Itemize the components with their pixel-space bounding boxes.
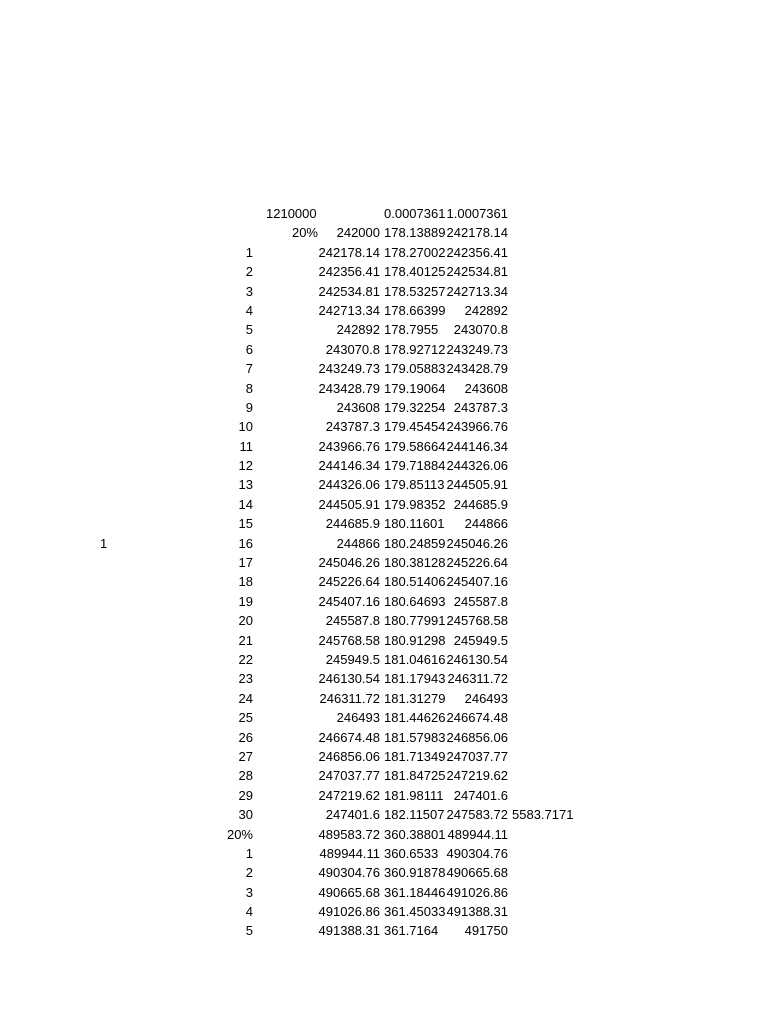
period-number-cell[interactable]: 28 — [238, 768, 253, 784]
closing-balance-cell[interactable]: 244505.91 — [446, 477, 508, 493]
period-number-cell[interactable]: 4 — [245, 302, 253, 318]
opening-balance-cell[interactable]: 243070.8 — [325, 341, 380, 357]
interest-cell[interactable]: 181.44626 — [384, 710, 446, 726]
interest-cell[interactable]: 360.6533 — [384, 845, 439, 861]
rate-row — [0, 223, 768, 242]
period-number-cell[interactable]: 21 — [238, 632, 253, 648]
opening-balance-cell[interactable]: 244685.9 — [325, 516, 380, 532]
base-amount-cell[interactable]: 242000 — [336, 225, 380, 241]
table-row — [0, 902, 768, 921]
period-number-cell[interactable]: 14 — [238, 496, 253, 512]
period-number-cell[interactable]: 2 — [245, 865, 253, 881]
table-row — [0, 921, 768, 940]
interest-cell[interactable]: 178.40125 — [384, 264, 446, 280]
interest-cell[interactable]: 178.27002 — [384, 244, 446, 260]
table-row — [0, 728, 768, 747]
table-row — [0, 883, 768, 902]
opening-balance-cell[interactable]: 243249.73 — [318, 361, 380, 377]
balance-cell[interactable]: 242178.14 — [446, 225, 508, 241]
period-number-cell[interactable]: 27 — [238, 748, 253, 764]
closing-balance-cell[interactable]: 242713.34 — [446, 283, 508, 299]
table-row — [0, 650, 768, 669]
closing-balance-cell[interactable]: 245768.58 — [446, 613, 508, 629]
period-number-cell[interactable]: 16 — [238, 535, 253, 551]
balance-cell[interactable]: 489944.11 — [447, 826, 508, 842]
period-number-cell[interactable]: 7 — [245, 361, 253, 377]
rate-row-2 — [0, 825, 768, 844]
closing-balance-cell[interactable]: 247401.6 — [453, 787, 508, 803]
interest-cell[interactable]: 181.84725 — [384, 768, 446, 784]
closing-balance-cell[interactable]: 244326.06 — [446, 458, 508, 474]
closing-balance-cell[interactable]: 245949.5 — [453, 632, 508, 648]
period-number-cell[interactable]: 29 — [238, 787, 253, 803]
closing-balance-cell[interactable]: 245046.26 — [446, 535, 508, 551]
interest-cell[interactable]: 179.98352 — [384, 496, 446, 512]
period-number-cell[interactable]: 5 — [245, 923, 253, 939]
interest-cell[interactable]: 180.64693 — [384, 593, 446, 609]
opening-balance-cell[interactable]: 242713.34 — [318, 302, 380, 318]
opening-balance-cell[interactable]: 243428.79 — [318, 380, 380, 396]
interest-cell[interactable]: 179.19064 — [384, 380, 446, 396]
interest-cell[interactable]: 179.85113 — [384, 477, 445, 493]
total-interest-cell[interactable]: 5583.7171 — [512, 807, 574, 823]
table-row — [0, 766, 768, 785]
period-number-cell[interactable]: 18 — [238, 574, 253, 590]
closing-balance-cell[interactable]: 245587.8 — [453, 593, 508, 609]
closing-balance-cell[interactable]: 243966.76 — [446, 419, 508, 435]
opening-balance-cell[interactable]: 244326.06 — [318, 477, 380, 493]
table-row — [0, 708, 768, 727]
period-number-cell[interactable]: 12 — [238, 458, 253, 474]
opening-balance-cell[interactable]: 489944.11 — [319, 845, 380, 861]
table-row — [0, 340, 768, 359]
closing-balance-cell[interactable]: 244685.9 — [453, 496, 508, 512]
interest-cell[interactable]: 361.18446 — [384, 884, 446, 900]
closing-balance-cell[interactable]: 246493 — [464, 690, 508, 706]
closing-balance-cell[interactable]: 491388.31 — [446, 904, 508, 920]
table-row — [0, 301, 768, 320]
period-number-cell[interactable]: 1 — [245, 244, 253, 260]
opening-balance-cell[interactable]: 243608 — [336, 399, 380, 415]
closing-balance-cell[interactable]: 490665.68 — [446, 865, 508, 881]
closing-balance-cell[interactable]: 242892 — [464, 302, 508, 318]
table-row — [0, 398, 768, 417]
side-label-cell[interactable]: 1 — [100, 535, 108, 551]
period-number-cell[interactable]: 20 — [238, 613, 253, 629]
opening-balance-cell[interactable]: 245046.26 — [318, 555, 380, 571]
interest-cell[interactable]: 180.11601 — [384, 516, 445, 532]
principal-cell[interactable]: 1210000 — [266, 206, 317, 221]
opening-balance-cell[interactable]: 246311.72 — [319, 690, 380, 706]
opening-balance-cell[interactable]: 246674.48 — [318, 729, 380, 745]
interest-cell[interactable]: 181.71349 — [384, 748, 446, 764]
table-row — [0, 359, 768, 378]
opening-balance-cell[interactable]: 245407.16 — [318, 593, 380, 609]
period-number-cell[interactable]: 25 — [238, 710, 253, 726]
table-row — [0, 495, 768, 514]
table-row — [0, 437, 768, 456]
opening-balance-cell[interactable]: 247037.77 — [318, 768, 380, 784]
period-number-cell[interactable]: 9 — [245, 399, 253, 415]
table-row — [0, 379, 768, 398]
period-number-cell[interactable]: 19 — [238, 593, 253, 609]
table-row — [0, 863, 768, 882]
closing-balance-cell[interactable]: 243428.79 — [446, 361, 508, 377]
closing-balance-cell[interactable]: 246674.48 — [446, 710, 508, 726]
period-number-cell[interactable]: 23 — [238, 671, 253, 687]
opening-balance-cell[interactable]: 246856.06 — [318, 748, 380, 764]
interest-cell[interactable]: 179.32254 — [384, 399, 446, 415]
table-row — [0, 553, 768, 572]
period-number-cell[interactable]: 8 — [245, 380, 253, 396]
opening-balance-cell[interactable]: 491388.31 — [318, 923, 380, 939]
table-row — [0, 282, 768, 301]
interest-cell[interactable]: 181.04616 — [384, 651, 446, 667]
period-number-cell[interactable]: 1 — [245, 845, 253, 861]
table-row — [0, 689, 768, 708]
opening-balance-cell[interactable]: 245587.8 — [325, 613, 380, 629]
opening-balance-cell[interactable]: 490304.76 — [318, 865, 380, 881]
interest-cell[interactable]: 180.51406 — [384, 574, 446, 590]
closing-balance-cell[interactable]: 245226.64 — [446, 555, 508, 571]
opening-balance-cell[interactable]: 491026.86 — [318, 904, 380, 920]
opening-balance-cell[interactable]: 242892 — [336, 322, 380, 338]
period-number-cell[interactable]: 24 — [238, 690, 253, 706]
opening-balance-cell[interactable]: 245226.64 — [318, 574, 380, 590]
closing-balance-cell[interactable]: 244866 — [464, 516, 508, 532]
rate-percent-cell[interactable]: 20% — [291, 225, 318, 241]
base-amount-cell[interactable]: 489583.72 — [318, 826, 380, 842]
table-row — [0, 534, 768, 553]
interest-cell[interactable]: 179.58664 — [384, 438, 446, 454]
closing-balance-cell[interactable]: 242356.41 — [446, 244, 508, 260]
table-row — [0, 262, 768, 281]
table-row — [0, 592, 768, 611]
opening-balance-cell[interactable]: 245768.58 — [318, 632, 380, 648]
period-number-cell[interactable]: 2 — [245, 264, 253, 280]
closing-balance-cell[interactable]: 491026.86 — [446, 884, 508, 900]
period-number-cell[interactable]: 22 — [238, 651, 253, 667]
table-row — [0, 456, 768, 475]
interest-cell[interactable]: 181.17943 — [384, 671, 446, 687]
closing-balance-cell[interactable]: 243249.73 — [446, 341, 508, 357]
closing-balance-cell[interactable]: 247583.72 — [446, 807, 508, 823]
opening-balance-cell[interactable]: 490665.68 — [318, 884, 380, 900]
table-row — [0, 844, 768, 863]
table-row — [0, 243, 768, 262]
table-row — [0, 320, 768, 339]
opening-balance-cell[interactable]: 244866 — [336, 535, 380, 551]
opening-balance-cell[interactable]: 246493 — [336, 710, 380, 726]
opening-balance-cell[interactable]: 244146.34 — [318, 458, 380, 474]
period-number-cell[interactable]: 11 — [239, 438, 253, 454]
period-number-cell[interactable]: 6 — [245, 341, 253, 357]
period-number-cell[interactable]: 30 — [238, 807, 253, 823]
interest-cell[interactable]: 178.92712 — [384, 341, 446, 357]
opening-balance-cell[interactable]: 242178.14 — [318, 244, 380, 260]
opening-balance-cell[interactable]: 246130.54 — [318, 671, 380, 687]
table-row — [0, 514, 768, 533]
closing-balance-cell[interactable]: 490304.76 — [446, 845, 508, 861]
period-number-cell[interactable]: 10 — [238, 419, 253, 435]
interest-cell[interactable]: 181.57983 — [384, 729, 446, 745]
opening-balance-cell[interactable]: 243966.76 — [318, 438, 380, 454]
period-block-1 — [0, 243, 768, 825]
interest-cell[interactable]: 360.91878 — [384, 865, 446, 881]
period-block-2 — [0, 844, 768, 941]
period-number-cell[interactable]: 3 — [245, 884, 253, 900]
table-row — [0, 611, 768, 630]
opening-balance-cell[interactable]: 242534.81 — [318, 283, 380, 299]
table-row — [0, 631, 768, 650]
period-number-cell[interactable]: 17 — [238, 555, 253, 571]
period-number-cell[interactable]: 4 — [245, 904, 253, 920]
interest-cell[interactable]: 361.45033 — [384, 904, 446, 920]
closing-balance-cell[interactable]: 243070.8 — [453, 322, 508, 338]
period-number-cell[interactable]: 15 — [238, 516, 253, 532]
interest-cell[interactable]: 179.05883 — [384, 361, 446, 377]
closing-balance-cell[interactable]: 244146.34 — [446, 438, 508, 454]
opening-balance-cell[interactable]: 244505.91 — [318, 496, 380, 512]
table-row — [0, 572, 768, 591]
interest-cell[interactable]: 178.7955 — [384, 322, 439, 338]
interest-cell[interactable]: 181.98111 — [384, 787, 444, 803]
period-number-cell[interactable]: 26 — [238, 729, 253, 745]
period-number-cell[interactable]: 5 — [245, 322, 253, 338]
closing-balance-cell[interactable]: 491750 — [464, 923, 508, 939]
header-row — [0, 204, 768, 223]
table-row — [0, 669, 768, 688]
growth-factor-cell[interactable]: 1.0007361 — [446, 206, 508, 221]
interest-cell[interactable]: 179.71884 — [384, 458, 446, 474]
interest-cell[interactable]: 181.31279 — [384, 690, 446, 706]
closing-balance-cell[interactable]: 243608 — [464, 380, 508, 396]
opening-balance-cell[interactable]: 247401.6 — [325, 807, 380, 823]
interest-cell[interactable]: 178.66399 — [384, 302, 446, 318]
spreadsheet-grid — [0, 204, 768, 941]
rate-percent-cell[interactable]: 20% — [226, 826, 253, 842]
closing-balance-cell[interactable]: 246130.54 — [446, 651, 508, 667]
period-number-cell[interactable]: 3 — [245, 283, 253, 299]
closing-balance-cell[interactable]: 246856.06 — [446, 729, 508, 745]
table-row — [0, 786, 768, 805]
interest-cell[interactable]: 178.13889 — [384, 225, 446, 241]
interest-cell[interactable]: 360.38801 — [384, 826, 446, 842]
table-row — [0, 475, 768, 494]
rate-factor-cell[interactable]: 0.0007361 — [384, 206, 446, 221]
table-row — [0, 747, 768, 766]
closing-balance-cell[interactable]: 243787.3 — [453, 399, 508, 415]
opening-balance-cell[interactable]: 242356.41 — [318, 264, 380, 280]
closing-balance-cell[interactable]: 245407.16 — [446, 574, 508, 590]
closing-balance-cell[interactable]: 247219.62 — [446, 768, 508, 784]
interest-cell[interactable]: 180.38128 — [384, 555, 446, 571]
closing-balance-cell[interactable]: 242534.81 — [446, 264, 508, 280]
opening-balance-cell[interactable]: 245949.5 — [325, 651, 380, 667]
table-row — [0, 805, 768, 824]
interest-cell[interactable]: 180.91298 — [384, 632, 446, 648]
interest-cell[interactable]: 178.53257 — [384, 283, 446, 299]
opening-balance-cell[interactable]: 243787.3 — [325, 419, 380, 435]
interest-cell[interactable]: 180.77991 — [384, 613, 446, 629]
opening-balance-cell[interactable]: 247219.62 — [318, 787, 380, 803]
interest-cell[interactable]: 182.11507 — [384, 807, 445, 823]
interest-cell[interactable]: 180.24859 — [384, 535, 446, 551]
interest-cell[interactable]: 179.45454 — [384, 419, 446, 435]
table-row — [0, 417, 768, 436]
period-number-cell[interactable]: 13 — [238, 477, 253, 493]
interest-cell[interactable]: 361.7164 — [384, 923, 439, 939]
closing-balance-cell[interactable]: 247037.77 — [446, 748, 508, 764]
closing-balance-cell[interactable]: 246311.72 — [447, 671, 508, 687]
